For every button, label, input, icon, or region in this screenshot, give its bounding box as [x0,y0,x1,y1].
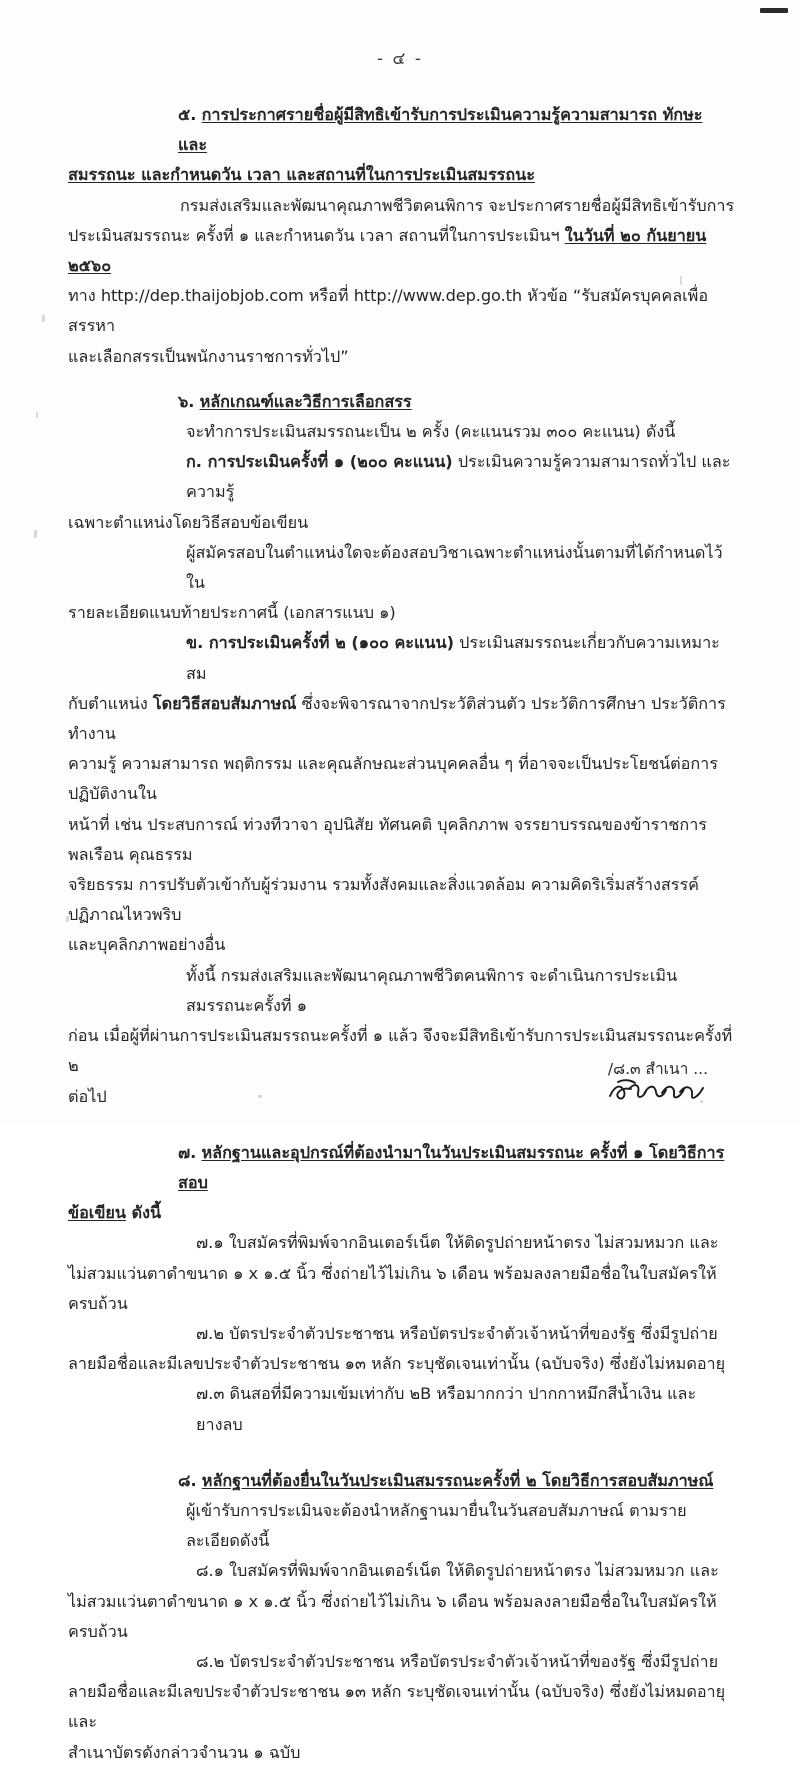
section-6-item-kho-rest: ประเมินสมรรถนะเกี่ยวกับความเหมาะสม [186,633,720,683]
section-6-number: ๖. [178,391,195,411]
section-6-item-ka-line1 [68,447,736,507]
section-6-item-kho-line4: หน้าที่ เช่น ประสบการณ์ ท่วงทีวาจา อุปนิสัย ทัศนคติ บุคลิกภาพ จรรยาบรรณของข้าราชการพลเรือน คุณธรรม [68,814,707,864]
section-8-item-2-line1: ๘.๒ บัตรประจำตัวประชาชน หรือบัตรประจำตัวเจ้าหน้าที่ของรัฐ ซึ่งมีรูปถ่าย [196,1651,719,1671]
section-6-item-kho-label: ข. การประเมินครั้งที่ ๒ (๑๐๐ คะแนน) [186,633,454,653]
section-5-para1-line4: และเลือกสรรเป็นพนักงานราชการทั่วไป” [68,346,349,366]
section-6-item-kho-line2-pre: กับตำแหน่ง [68,693,153,713]
section-5-heading-text1: การประกาศรายชื่อผู้มีสิทธิเข้ารับการประเมินความรู้ความสามารถ ทักษะ และ [178,105,703,155]
catchword-footer: /๘.๓ สำเนา ... [607,1060,708,1078]
section-6-item-ka-line2: เฉพาะตำแหน่งโดยวิธีสอบข้อเขียน [68,512,309,532]
section-5-heading-line1 [68,100,736,160]
section-5-para1-line3-mid: หรือที่ [303,286,354,306]
section-5-para1-line2-pre: ประเมินสมรรถนะ ครั้งที่ ๑ และกำหนดวัน เวลา สถานที่ในการประเมินฯ [68,225,565,245]
section-7-number: ๗. [178,1142,197,1162]
section-6-item-kho-line1 [68,628,736,688]
scan-speck [42,315,45,322]
section-6-item-kho-line2 [68,689,736,749]
section-6-heading [68,387,736,417]
section-6-closing-line3: ต่อไป [68,1086,107,1106]
website-url-dep: http://www.dep.go.th [353,286,522,306]
scan-artifact-mark [760,8,788,13]
section-7-heading-line2 [68,1198,736,1228]
section-5-number: ๕. [178,105,197,124]
section-6-item-kho-line6: และบุคลิกภาพอย่างอื่น [68,935,226,955]
section-5-para1-line3-pre: ทาง [68,286,101,306]
section-spacer [68,1440,736,1466]
section-5-heading-text2: สมรรถนะ และกำหนดวัน เวลา และสถานที่ในการประเมินสมรรถนะ [68,165,535,185]
section-5-heading-line2 [68,160,736,190]
section-8-intro: ผู้เข้ารับการประเมินจะต้องนำหลักฐานมายื่นในวันสอบสัมภาษณ์ ตามรายละเอียดดังนี้ [186,1500,687,1551]
section-6-item-kho-line2-post: ซึ่งจะพิจารณาจากประวัติส่วนตัว ประวัติการศึกษา ประวัติการทำงาน [68,693,726,744]
section-spacer [68,1112,736,1138]
section-6-item-kho-line3: ความรู้ ความสามารถ พฤติกรรม และคุณลักษณะส่วนบุคคลอื่น ๆ ที่อาจจะเป็นประโยชน์ต่อการปฏิบัติงานใน [68,754,718,804]
section-spacer [68,372,736,387]
section-6-item-ka-rest: ประเมินความรู้ความสามารถทั่วไป และความรู้ [186,452,731,502]
page-number: - ๔ - [377,49,423,69]
section-7-heading-text2: ข้อเขียน [68,1203,126,1223]
section-5-para1-line3 [68,281,736,341]
section-5-exam-date: ในวันที่ ๒๐ กันยายน ๒๕๖๐ [68,225,707,276]
section-7-heading-text1: หลักฐานและอุปกรณ์ที่ต้องนำมาในวันประเมินสมรรถนะ ครั้งที่ ๑ โดยวิธีการสอบ [178,1142,725,1192]
document-body [68,100,736,1768]
website-url-thaijobjob: http://dep.thaijobjob.com [100,286,304,306]
section-8-item-1-line1: ๘.๑ ใบสมัครที่พิมพ์จากอินเตอร์เน็ต ให้ติดรูปถ่ายหน้าตรง ไม่สวมหมวก และ [196,1561,719,1581]
section-7-item-3-line1: ๗.๓ ดินสอที่มีความเข้มเท่ากับ ๒B หรือมากกว่า ปากกาหมึกสีน้ำเงิน และยางลบ [196,1384,697,1434]
section-6-item-ka-para-line2: รายละเอียดแนบท้ายประกาศนี้ (เอกสารแนบ ๑) [68,603,396,623]
section-6-closing-line2: ก่อน เมื่อผู้ที่ผ่านการประเมินสมรรถนะครั้งที่ ๑ แล้ว จึงจะมีสิทธิเข้ารับการประเมินสมรรถนะครั้งที่ ๒ [68,1026,733,1076]
section-7-item-2-line1: ๗.๒ บัตรประจำตัวประชาชน หรือบัตรประจำตัวเจ้าหน้าที่ของรัฐ ซึ่งมีรูปถ่าย [196,1323,718,1343]
section-8-heading-text: หลักฐานที่ต้องยื่นในวันประเมินสมรรถนะครั้งที่ ๒ โดยวิธีการสอบสัมภาษณ์ [201,1470,714,1490]
section-6-item-ka-para-line1: ผู้สมัครสอบในตำแหน่งใดจะต้องสอบวิชาเฉพาะตำแหน่งนั้นตามที่ได้กำหนดไว้ใน [186,542,723,593]
section-8-heading [68,1466,736,1496]
section-6-item-kho-line5: จริยธรรม การปรับตัวเข้ากับผู้ร่วมงาน รวมทั้งสังคมและสิ่งแวดล้อม ความคิดริเริ่มสร้างสรรค์ ปฏิภาณไหวพริบ [68,875,700,925]
section-6-closing-line1: ทั้งนี้ กรมส่งเสริมและพัฒนาคุณภาพชีวิตคนพิการ จะดำเนินการประเมินสมรรถนะครั้งที่ ๑ [186,965,678,1015]
section-7-item-1-line2: ไม่สวมแว่นตาดำขนาด ๑ x ๑.๕ นิ้ว ซึ่งถ่ายไว้ไม่เกิน ๖ เดือน พร้อมลงลายมือชื่อในใบสมัครให้ครบถ้วน [68,1263,717,1313]
scan-speck [36,412,38,418]
section-6-item-ka-label: ก. การประเมินครั้งที่ ๑ (๒๐๐ คะแนน) [186,452,453,472]
section-6-intro: จะทำการประเมินสมรรถนะเป็น ๒ ครั้ง (คะแนนรวม ๓๐๐ คะแนน) ดังนี้ [186,422,676,442]
section-5-para1-line1: กรมส่งเสริมและพัฒนาคุณภาพชีวิตคนพิการ จะประกาศรายชื่อผู้มีสิทธิเข้ารับการ [180,195,735,215]
section-7-heading-text2-rest: ดังนี้ [125,1203,162,1223]
section-8-number: ๘. [178,1470,197,1490]
section-7-heading-line1 [68,1138,736,1198]
section-8-item-1-line2: ไม่สวมแว่นตาดำขนาด ๑ x ๑.๕ นิ้ว ซึ่งถ่ายไว้ไม่เกิน ๖ เดือน พร้อมลงลายมือชื่อในใบสมัครให้ครบถ้วน [68,1591,717,1641]
section-6-interview-method: โดยวิธีสอบสัมภาษณ์ [152,693,297,713]
section-5-para1-line3-post: หัวข้อ “รับสมัครบุคคลเพื่อสรรหา [68,286,709,336]
section-8-item-2-line3: สำเนาบัตรดังกล่าวจำนวน ๑ ฉบับ [68,1742,301,1762]
section-7-item-1-line1: ๗.๑ ใบสมัครที่พิมพ์จากอินเตอร์เน็ต ให้ติดรูปถ่ายหน้าตรง ไม่สวมหมวก และ [196,1233,719,1253]
section-5-para1-line2 [68,221,736,281]
section-6-heading-text: หลักเกณฑ์และวิธีการเลือกสรร [199,391,412,411]
section-7-item-2-line2: ลายมือชื่อและมีเลขประจำตัวประชาชน ๑๓ หลัก ระบุชัดเจนเท่านั้น (ฉบับจริง) ซึ่งยังไม่หมดอายุ [68,1354,726,1374]
scan-speck [34,530,37,538]
section-8-item-2-line2: ลายมือชื่อและมีเลขประจำตัวประชาชน ๑๓ หลัก ระบุชัดเจนเท่านั้น (ฉบับจริง) ซึ่งยังไม่หมดอายุ และ [68,1682,726,1732]
